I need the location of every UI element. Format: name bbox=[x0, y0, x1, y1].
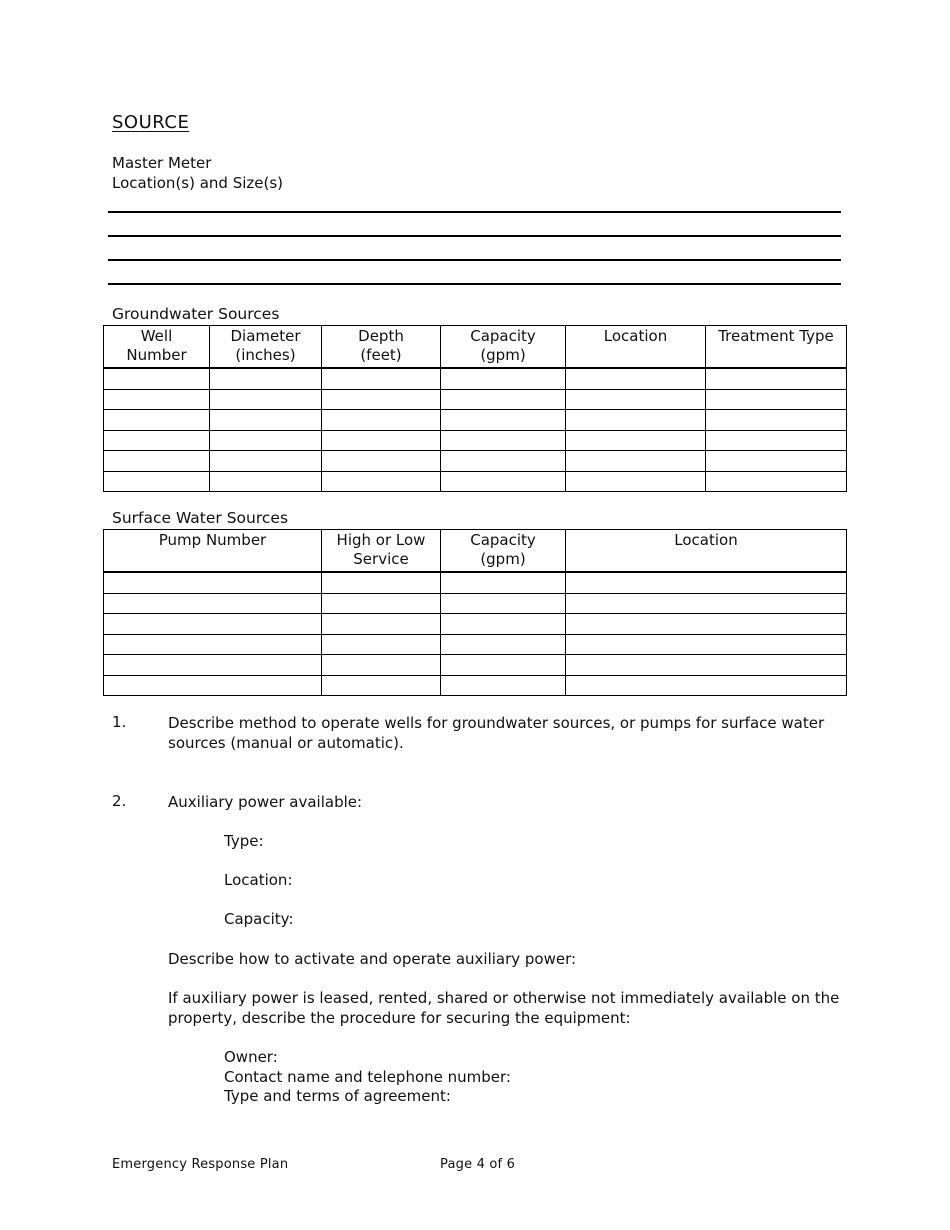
sw-cell-location[interactable] bbox=[566, 655, 847, 676]
gw-cell-depth-feet[interactable] bbox=[322, 410, 441, 431]
master-meter-label bbox=[112, 153, 283, 193]
sw-cell-high-or-low-service[interactable] bbox=[322, 572, 441, 593]
sw-cell-location[interactable] bbox=[566, 614, 847, 635]
sw-table-row bbox=[104, 675, 847, 696]
aux-agreement-label: Type and terms of agreement: bbox=[224, 1087, 451, 1105]
gw-cell-treatment-type[interactable] bbox=[706, 410, 847, 431]
sw-cell-pump-number[interactable] bbox=[104, 593, 322, 614]
gw-cell-location[interactable] bbox=[566, 368, 706, 389]
sw-table-row bbox=[104, 634, 847, 655]
footer-page-number: Page 4 of 6 bbox=[440, 1157, 516, 1172]
footer-title: Emergency Response Plan bbox=[112, 1157, 289, 1172]
aux-activate-text: Describe how to activate and operate auxiliary power: bbox=[168, 950, 577, 968]
sw-table-row bbox=[104, 614, 847, 635]
gw-cell-treatment-type[interactable] bbox=[706, 389, 847, 410]
gw-header-treatment-type: Treatment Type bbox=[706, 326, 847, 369]
gw-cell-capacity-gpm[interactable] bbox=[441, 451, 566, 472]
master-meter-title: Master Meter bbox=[112, 154, 212, 172]
sw-cell-capacity-gpm[interactable] bbox=[441, 634, 566, 655]
gw-table-row bbox=[104, 430, 847, 451]
gw-cell-depth-feet[interactable] bbox=[322, 368, 441, 389]
gw-table-row bbox=[104, 368, 847, 389]
gw-cell-diameter-inches[interactable] bbox=[210, 430, 322, 451]
gw-cell-location[interactable] bbox=[566, 410, 706, 431]
gw-header-diameter-inches: Diameter (inches) bbox=[210, 326, 322, 369]
gw-cell-depth-feet[interactable] bbox=[322, 389, 441, 410]
item-1-text: Describe method to operate wells for groundwater sources, or pumps for surface water sources (manual or automatic). bbox=[168, 714, 825, 752]
groundwater-table bbox=[103, 325, 847, 492]
gw-cell-treatment-type[interactable] bbox=[706, 451, 847, 472]
sw-cell-high-or-low-service[interactable] bbox=[322, 675, 441, 696]
aux-type-label: Type: bbox=[224, 832, 264, 850]
gw-cell-well-number[interactable] bbox=[104, 451, 210, 472]
section-heading: SOURCE bbox=[112, 112, 190, 133]
sw-cell-capacity-gpm[interactable] bbox=[441, 675, 566, 696]
aux-leased-text: If auxiliary power is leased, rented, shared or otherwise not immediately available on the property, describe the procedure for securing the equipment: bbox=[168, 989, 840, 1027]
gw-cell-location[interactable] bbox=[566, 451, 706, 472]
sw-cell-capacity-gpm[interactable] bbox=[441, 655, 566, 676]
aux-location-label: Location: bbox=[224, 871, 293, 889]
sw-cell-pump-number[interactable] bbox=[104, 675, 322, 696]
sw-cell-pump-number[interactable] bbox=[104, 614, 322, 635]
sw-header-location: Location bbox=[566, 530, 847, 573]
groundwater-caption: Groundwater Sources bbox=[112, 305, 280, 323]
gw-cell-treatment-type[interactable] bbox=[706, 368, 847, 389]
master-meter-line-2[interactable] bbox=[108, 235, 841, 237]
sw-cell-pump-number[interactable] bbox=[104, 655, 322, 676]
master-meter-line-4[interactable] bbox=[108, 283, 841, 285]
item-1-number: 1. bbox=[112, 713, 127, 731]
sw-cell-location[interactable] bbox=[566, 634, 847, 655]
gw-cell-location[interactable] bbox=[566, 389, 706, 410]
gw-table-row bbox=[104, 410, 847, 431]
aux-contact-label: Contact name and telephone number: bbox=[224, 1068, 511, 1086]
gw-cell-well-number[interactable] bbox=[104, 368, 210, 389]
gw-header-depth-feet: Depth (feet) bbox=[322, 326, 441, 369]
sw-header-high-or-low-service: High or Low Service bbox=[322, 530, 441, 573]
sw-table-row bbox=[104, 655, 847, 676]
gw-cell-well-number[interactable] bbox=[104, 430, 210, 451]
gw-table-row bbox=[104, 471, 847, 492]
gw-table-row bbox=[104, 389, 847, 410]
gw-cell-depth-feet[interactable] bbox=[322, 430, 441, 451]
gw-cell-diameter-inches[interactable] bbox=[210, 471, 322, 492]
gw-cell-well-number[interactable] bbox=[104, 410, 210, 431]
gw-cell-diameter-inches[interactable] bbox=[210, 389, 322, 410]
gw-cell-location[interactable] bbox=[566, 471, 706, 492]
master-meter-subtitle: Location(s) and Size(s) bbox=[112, 174, 284, 192]
gw-cell-diameter-inches[interactable] bbox=[210, 368, 322, 389]
sw-cell-location[interactable] bbox=[566, 675, 847, 696]
gw-cell-treatment-type[interactable] bbox=[706, 430, 847, 451]
gw-cell-depth-feet[interactable] bbox=[322, 451, 441, 472]
sw-cell-capacity-gpm[interactable] bbox=[441, 593, 566, 614]
gw-cell-well-number[interactable] bbox=[104, 471, 210, 492]
sw-cell-capacity-gpm[interactable] bbox=[441, 614, 566, 635]
gw-header-capacity-gpm: Capacity (gpm) bbox=[441, 326, 566, 369]
item-2-number: 2. bbox=[112, 792, 127, 810]
sw-table-row bbox=[104, 572, 847, 593]
surface-water-table bbox=[103, 529, 847, 696]
surface-water-caption: Surface Water Sources bbox=[112, 509, 289, 527]
item-2-text: Auxiliary power available: bbox=[168, 793, 363, 811]
sw-cell-pump-number[interactable] bbox=[104, 572, 322, 593]
gw-header-location: Location bbox=[566, 326, 706, 369]
gw-header-well-number: Well Number bbox=[104, 326, 210, 369]
master-meter-line-1[interactable] bbox=[108, 211, 841, 213]
sw-cell-location[interactable] bbox=[566, 572, 847, 593]
gw-cell-well-number[interactable] bbox=[104, 389, 210, 410]
gw-cell-location[interactable] bbox=[566, 430, 706, 451]
gw-cell-capacity-gpm[interactable] bbox=[441, 471, 566, 492]
sw-cell-high-or-low-service[interactable] bbox=[322, 634, 441, 655]
gw-cell-depth-feet[interactable] bbox=[322, 471, 441, 492]
sw-cell-high-or-low-service[interactable] bbox=[322, 593, 441, 614]
master-meter-line-3[interactable] bbox=[108, 259, 841, 261]
gw-cell-capacity-gpm[interactable] bbox=[441, 389, 566, 410]
aux-capacity-label: Capacity: bbox=[224, 910, 294, 928]
sw-cell-high-or-low-service[interactable] bbox=[322, 655, 441, 676]
gw-cell-capacity-gpm[interactable] bbox=[441, 410, 566, 431]
gw-table-row bbox=[104, 451, 847, 472]
sw-cell-capacity-gpm[interactable] bbox=[441, 572, 566, 593]
gw-cell-capacity-gpm[interactable] bbox=[441, 430, 566, 451]
sw-header-pump-number: Pump Number bbox=[104, 530, 322, 573]
sw-header-capacity-gpm: Capacity (gpm) bbox=[441, 530, 566, 573]
sw-table-row bbox=[104, 593, 847, 614]
aux-owner-label: Owner: bbox=[224, 1048, 278, 1066]
gw-cell-treatment-type[interactable] bbox=[706, 471, 847, 492]
gw-cell-capacity-gpm[interactable] bbox=[441, 368, 566, 389]
gw-cell-diameter-inches[interactable] bbox=[210, 451, 322, 472]
sw-cell-location[interactable] bbox=[566, 593, 847, 614]
sw-cell-pump-number[interactable] bbox=[104, 634, 322, 655]
gw-cell-diameter-inches[interactable] bbox=[210, 410, 322, 431]
sw-cell-high-or-low-service[interactable] bbox=[322, 614, 441, 635]
